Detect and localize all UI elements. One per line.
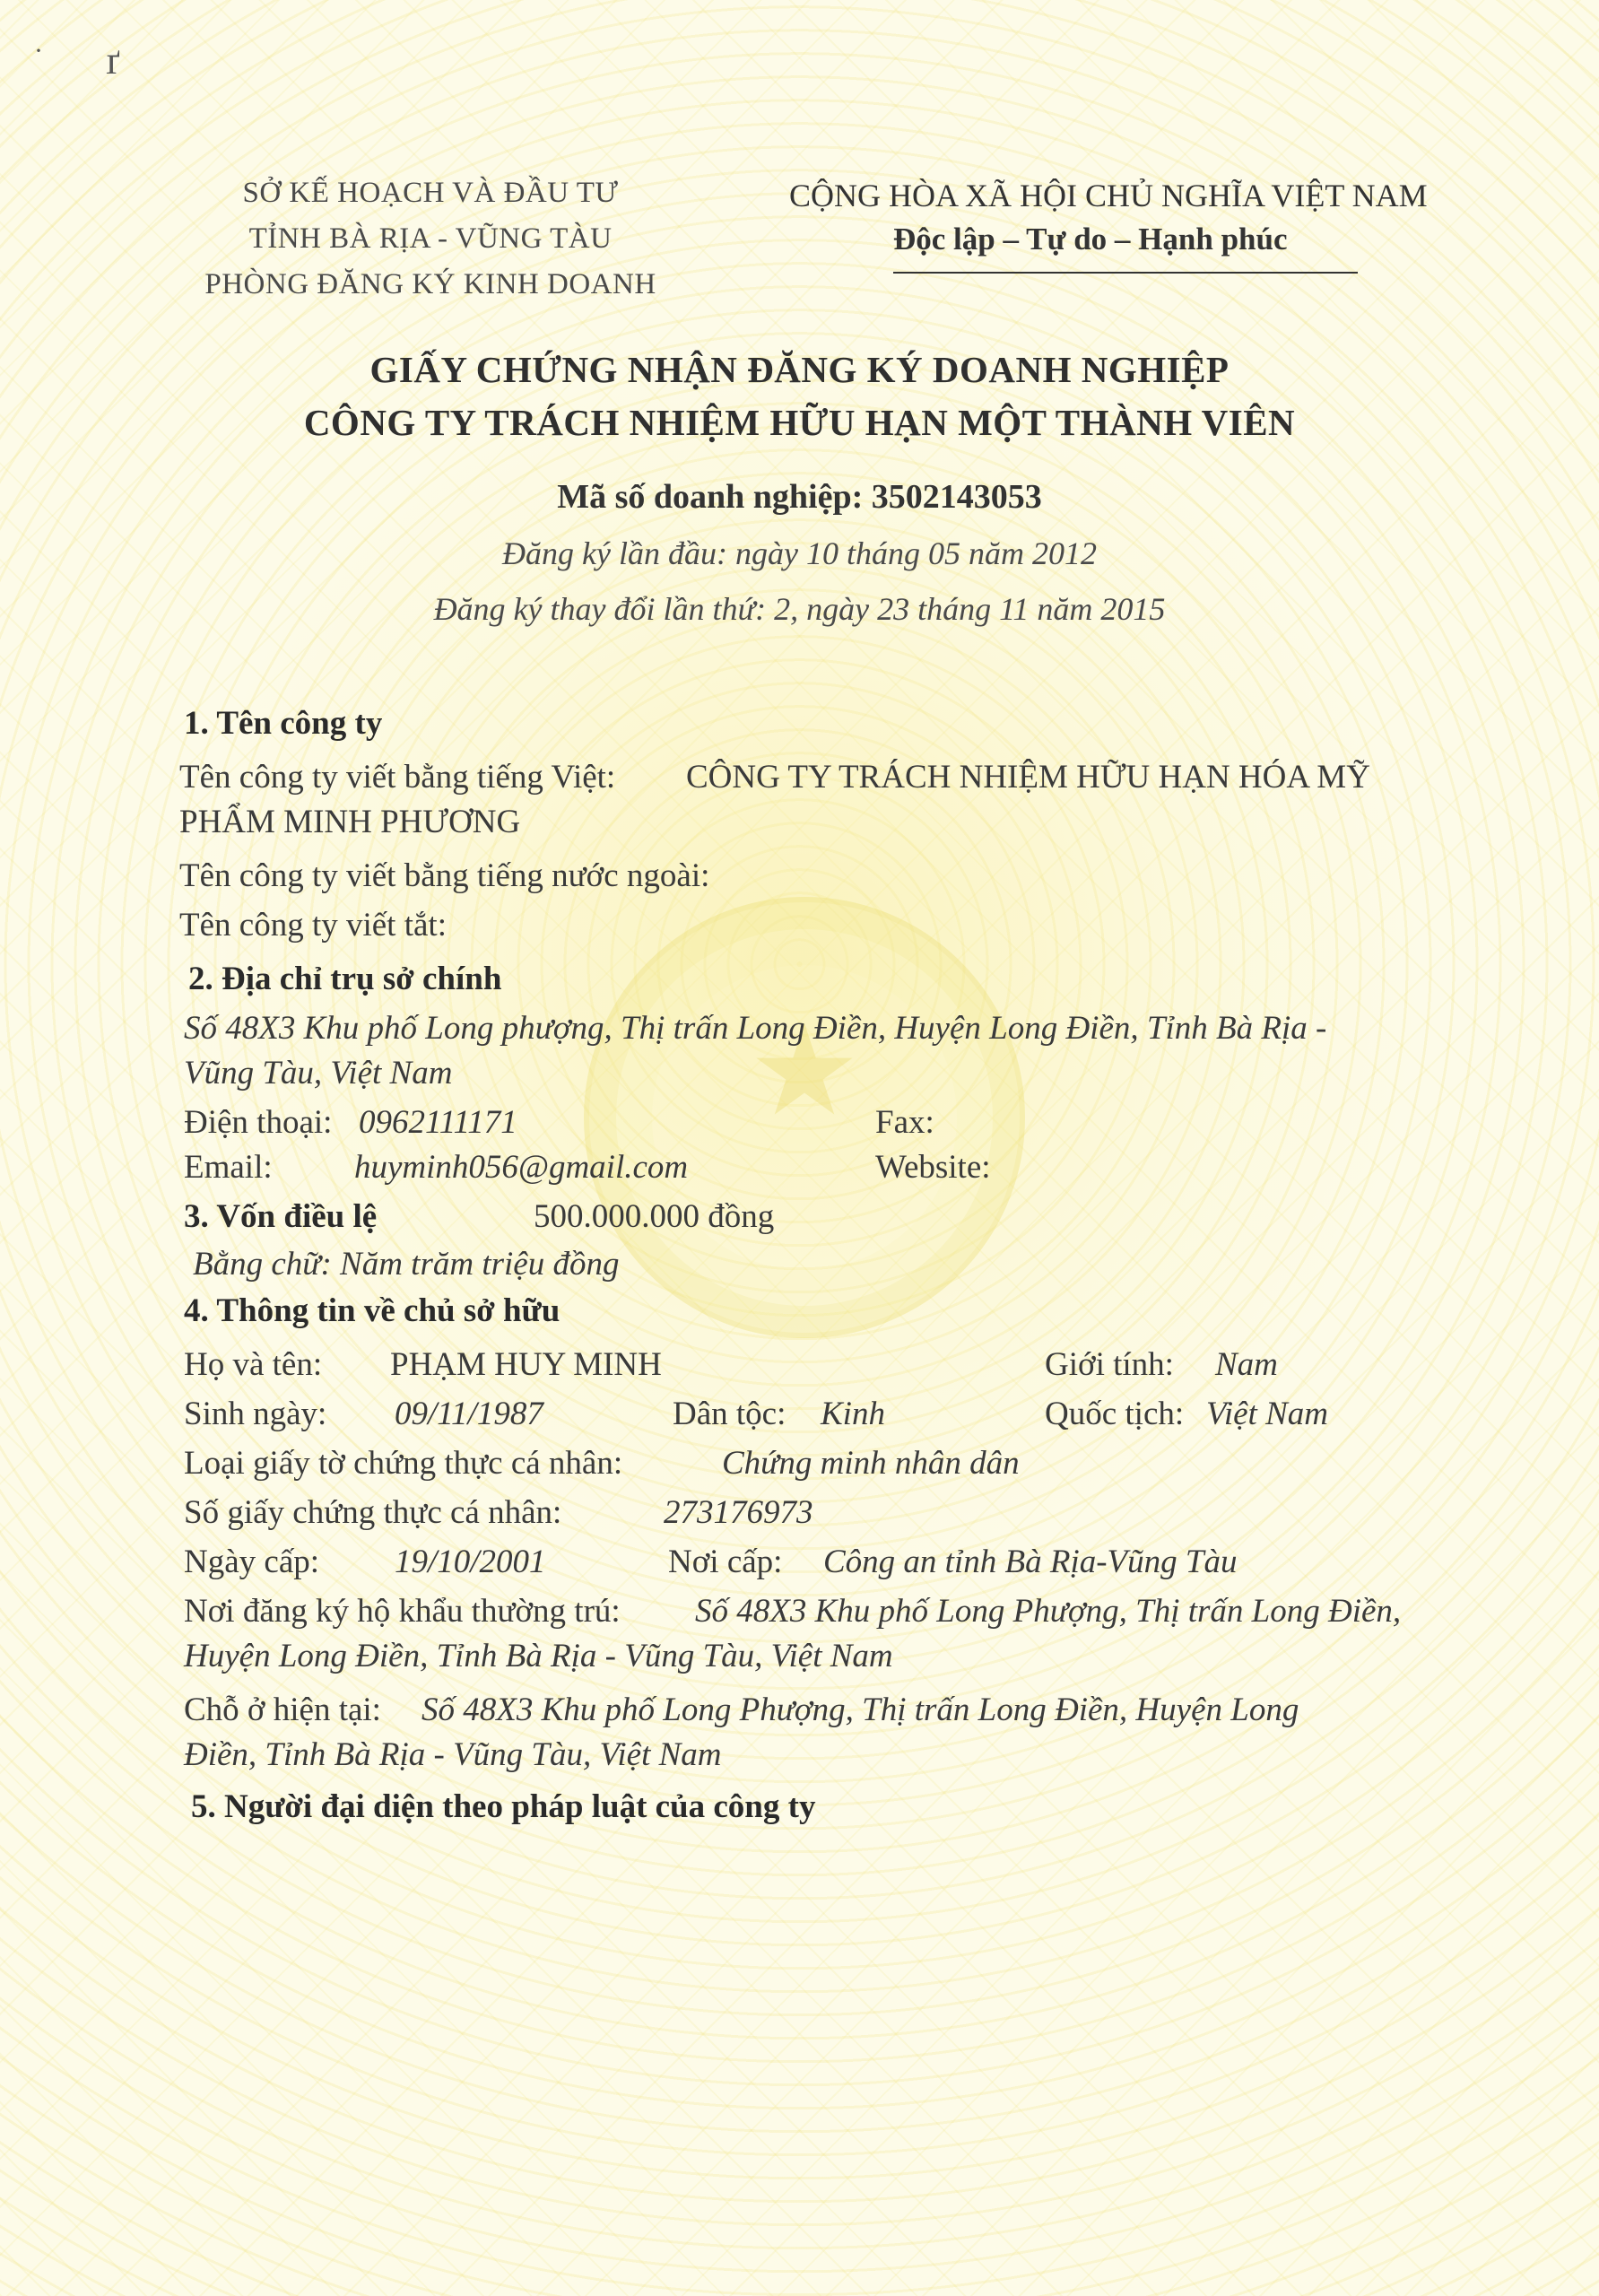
- id-type-label: Loại giấy tờ chứng thực cá nhân:: [184, 1445, 623, 1482]
- website-label: Website:: [875, 1149, 991, 1186]
- scan-speck: ·: [34, 36, 43, 65]
- current-address-line1: Số 48X3 Khu phố Long Phượng, Thị trấn Long Điền, Huyện Long: [421, 1692, 1299, 1728]
- change-registration: Đăng ký thay đổi lần thứ: 2, ngày 23 tháng 11 năm 2015: [433, 591, 1166, 627]
- nationality-value: Việt Nam: [1206, 1396, 1328, 1432]
- motto-underline: [893, 272, 1358, 274]
- owner-name-value: PHẠM HUY MINH: [390, 1346, 662, 1383]
- email-label: Email:: [184, 1149, 273, 1186]
- section2-heading: 2. Địa chỉ trụ sở chính: [188, 961, 502, 997]
- dob-value: 09/11/1987: [395, 1396, 543, 1432]
- residence-value-line1: Số 48X3 Khu phố Long Phượng, Thị trấn Long Điền,: [695, 1593, 1402, 1630]
- ethnic-value: Kinh: [821, 1396, 885, 1432]
- company-type-title: CÔNG TY TRÁCH NHIỆM HỮU HẠN MỘT THÀNH VIÊN: [303, 402, 1296, 443]
- agency-line1: SỞ KẾ HOẠCH VÀ ĐẦU TƯ: [242, 177, 619, 209]
- residence-label: Nơi đăng ký hộ khẩu thường trú:: [184, 1593, 621, 1630]
- email-value: huyminh056@gmail.com: [354, 1149, 689, 1186]
- issue-place-label: Nơi cấp:: [668, 1544, 783, 1580]
- issue-place-value: Công an tỉnh Bà Rịa-Vũng Tàu: [823, 1544, 1238, 1580]
- watermark-emblem: ★: [584, 897, 1025, 1338]
- charter-capital-amount: 500.000.000 đồng: [534, 1198, 775, 1235]
- first-registration: Đăng ký lần đầu: ngày 10 tháng 05 năm 2012: [502, 535, 1097, 571]
- issue-date-value: 19/10/2001: [395, 1544, 546, 1580]
- scan-mark: ґ: [106, 39, 120, 83]
- address-line2: Vũng Tàu, Việt Nam: [184, 1055, 453, 1091]
- id-type-value: Chứng minh nhân dân: [722, 1445, 1020, 1482]
- dob-label: Sinh ngày:: [184, 1396, 327, 1432]
- section3-heading: 3. Vốn điều lệ: [184, 1198, 378, 1235]
- residence-value-line2: Huyện Long Điền, Tỉnh Bà Rịa - Vũng Tàu, Việt Nam: [184, 1638, 893, 1674]
- id-number-value: 273176973: [664, 1494, 813, 1531]
- gender-value: Nam: [1215, 1346, 1278, 1383]
- issue-date-label: Ngày cấp:: [184, 1544, 320, 1580]
- section5-heading: 5. Người đại diện theo pháp luật của công ty: [191, 1788, 816, 1825]
- viet-name-value: CÔNG TY TRÁCH NHIỆM HỮU HẠN HÓA MỸ: [686, 759, 1370, 796]
- document-title: GIẤY CHỨNG NHẬN ĐĂNG KÝ DOANH NGHIỆP: [369, 349, 1230, 390]
- current-address-label: Chỗ ở hiện tại:: [184, 1692, 381, 1728]
- section1-heading: 1. Tên công ty: [184, 705, 383, 742]
- national-title: CỘNG HÒA XÃ HỘI CHỦ NGHĨA VIỆT NAM: [789, 178, 1428, 213]
- agency-line2: TỈNH BÀ RỊA - VŨNG TÀU: [248, 222, 613, 255]
- viet-name-label: Tên công ty viết bằng tiếng Việt:: [179, 759, 616, 796]
- section4-heading: 4. Thông tin về chủ sở hữu: [184, 1292, 561, 1329]
- gender-label: Giới tính:: [1045, 1346, 1174, 1383]
- address-line1: Số 48X3 Khu phố Long phượng, Thị trấn Long Điền, Huyện Long Điền, Tỉnh Bà Rịa -: [184, 1010, 1327, 1047]
- short-name-label: Tên công ty viết tắt:: [179, 907, 447, 944]
- ethnic-label: Dân tộc:: [673, 1396, 786, 1432]
- viet-name-value-cont: PHẨM MINH PHƯƠNG: [179, 804, 521, 840]
- id-number-label: Số giấy chứng thực cá nhân:: [184, 1494, 562, 1531]
- current-address-line2: Điền, Tỉnh Bà Rịa - Vũng Tàu, Việt Nam: [184, 1736, 722, 1773]
- nationality-label: Quốc tịch:: [1045, 1396, 1185, 1432]
- national-motto: Độc lập – Tự do – Hạnh phúc: [893, 222, 1288, 257]
- phone-label: Điện thoại:: [184, 1104, 333, 1141]
- foreign-name-label: Tên công ty viết bằng tiếng nước ngoài:: [179, 857, 710, 894]
- phone-value: 0962111171: [359, 1104, 517, 1141]
- agency-line3: PHÒNG ĐĂNG KÝ KINH DOANH: [204, 268, 656, 300]
- charter-capital-words: Bằng chữ: Năm trăm triệu đồng: [193, 1246, 620, 1283]
- owner-name-label: Họ và tên:: [184, 1346, 323, 1383]
- enterprise-code: Mã số doanh nghiệp: 3502143053: [557, 478, 1042, 516]
- fax-label: Fax:: [875, 1104, 934, 1141]
